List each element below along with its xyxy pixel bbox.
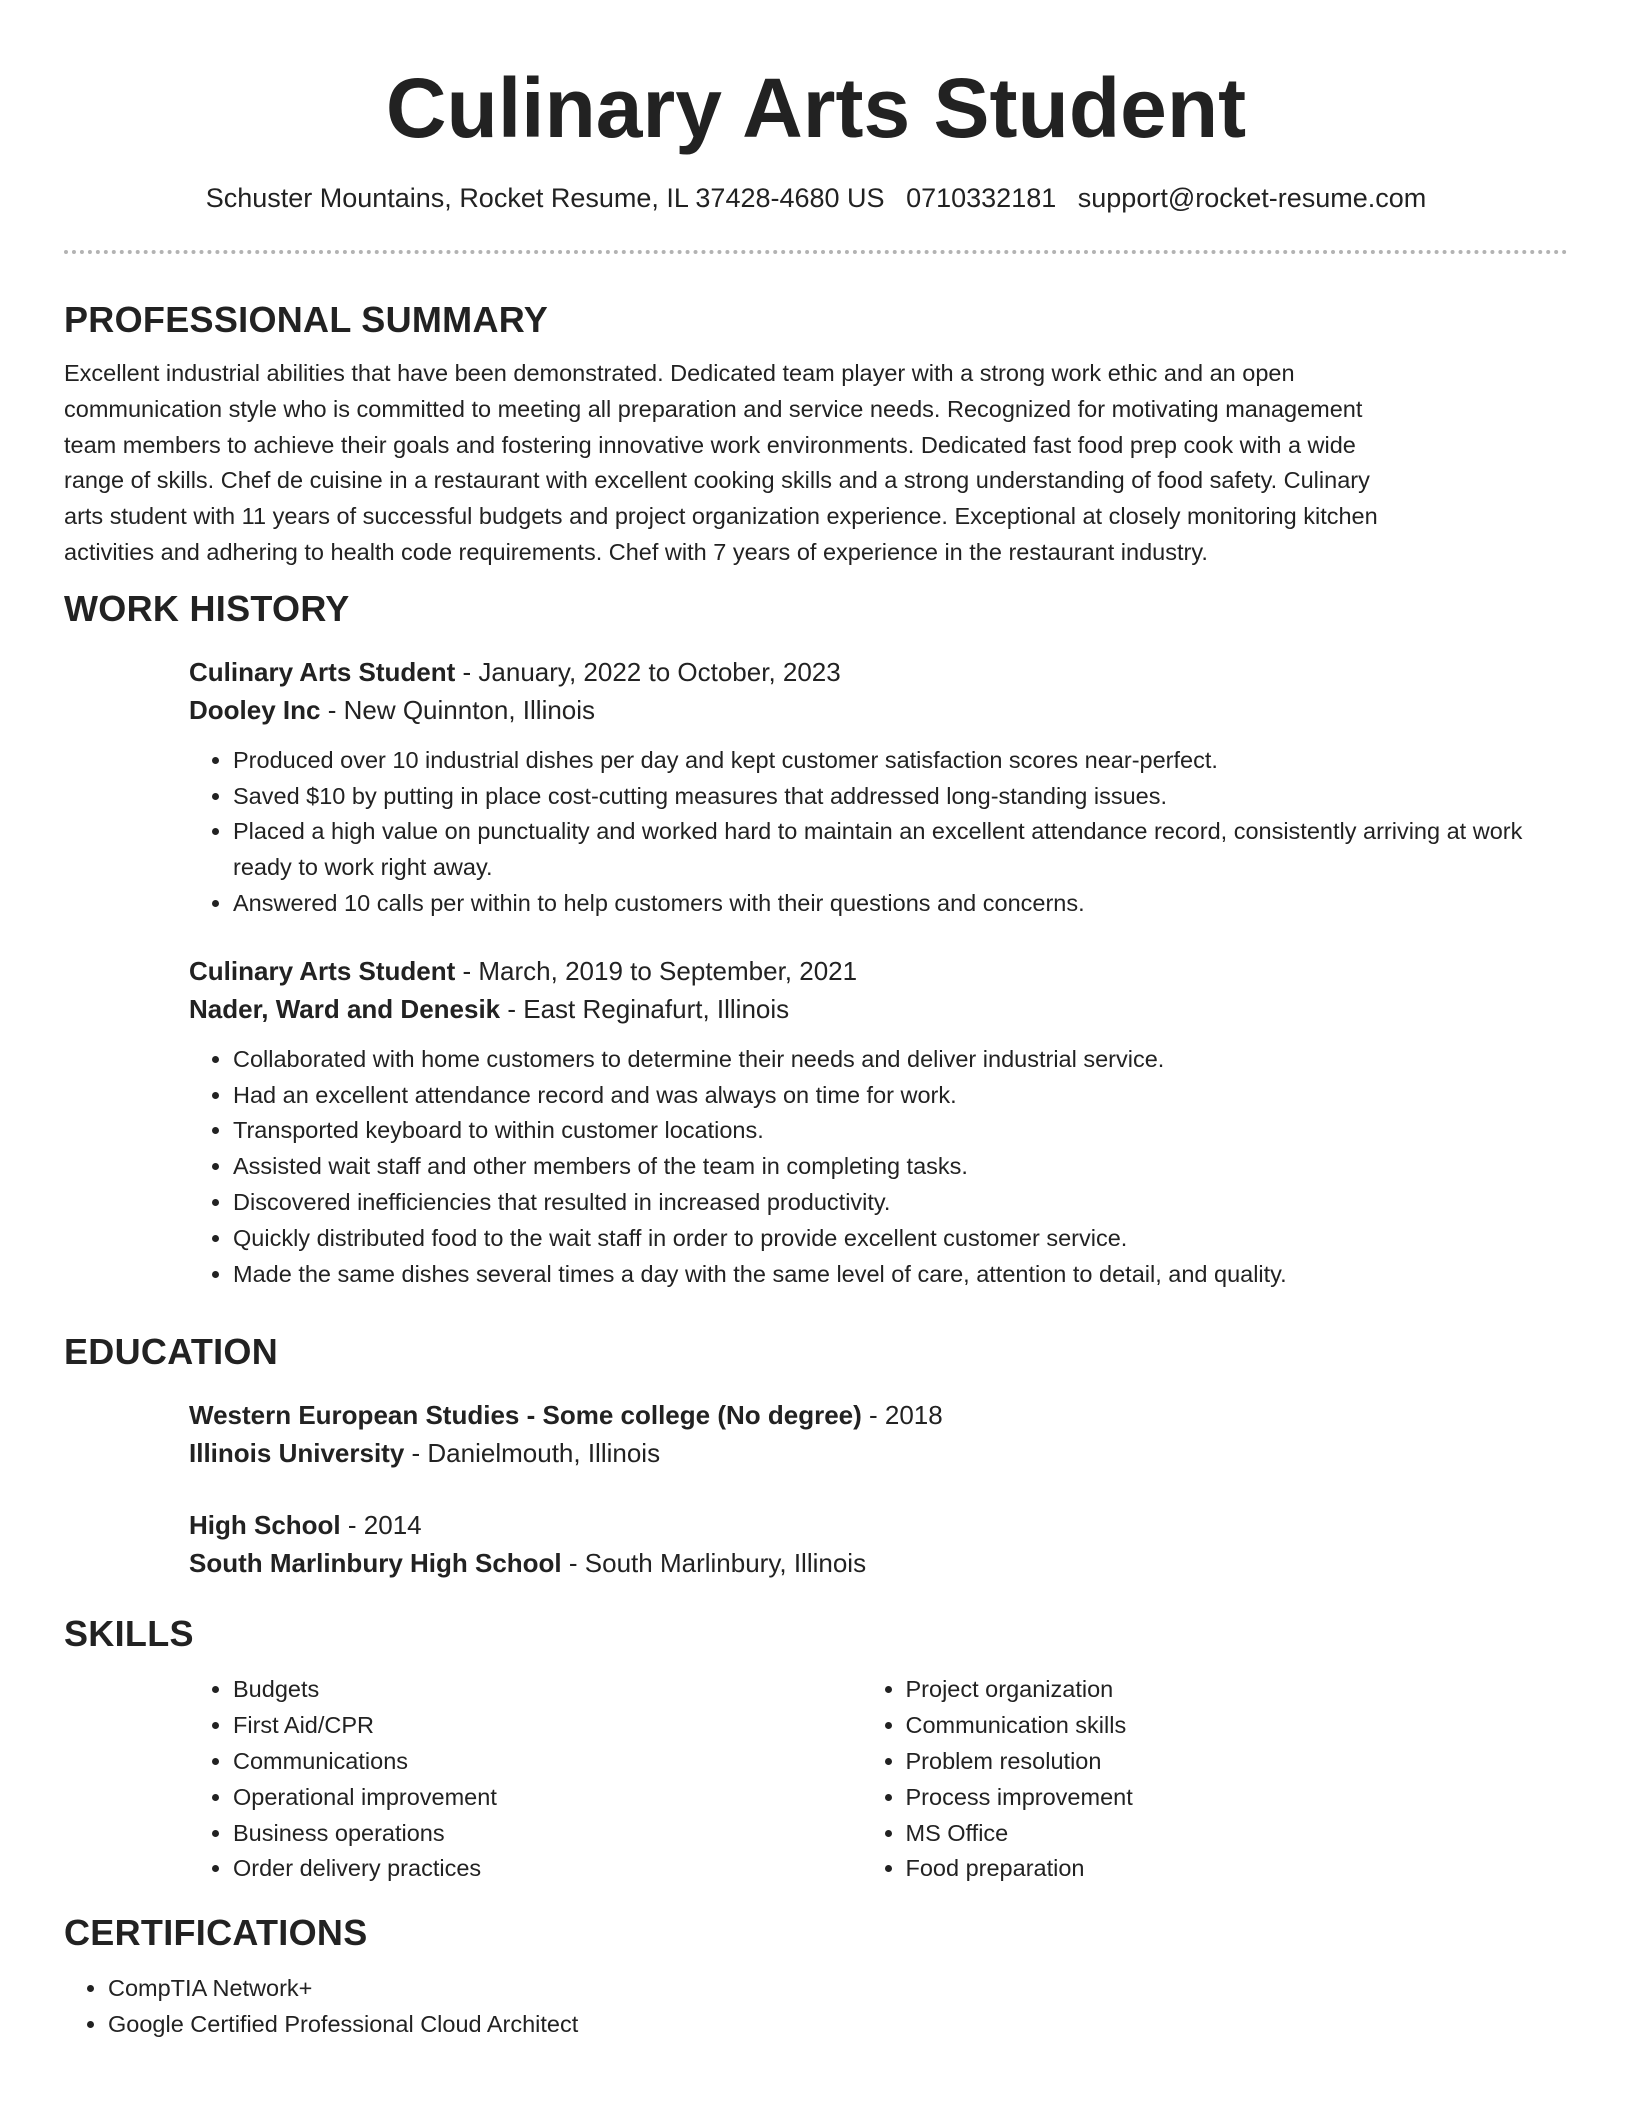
list-item: • Assisted wait staff and other members of the team in completing tasks.: [233, 1149, 1534, 1185]
skills-heading: SKILLS: [64, 1613, 194, 1655]
list-item: • Collaborated with home customers to determine their needs and deliver industrial service.: [233, 1042, 1534, 1078]
contact-email: support@rocket-resume.com: [1077, 183, 1427, 213]
education-heading: EDUCATION: [64, 1331, 279, 1373]
job-bullets: [189, 743, 1534, 922]
education-location: - Danielmouth, Illinois: [404, 1438, 661, 1469]
job-entry: [189, 952, 1534, 1293]
job-location: - New Quinnton, Illinois: [320, 694, 596, 725]
education-degree: Western European Studies - Some college (No degree): [189, 1400, 862, 1431]
job-company: Dooley Inc: [189, 694, 321, 725]
list-item: • Saved $10 by putting in place cost-cutting measures that addressed long-standing issues.: [233, 779, 1534, 815]
job-company-line: [189, 691, 1534, 729]
job-dates: - March, 2019 to September, 2021: [455, 955, 858, 986]
work-history-section: [64, 579, 1568, 1293]
education-entry: [189, 1506, 1534, 1582]
education-location: - South Marlinbury, Illinois: [561, 1548, 867, 1579]
education-school: South Marlinbury High School: [189, 1548, 562, 1579]
list-item: • Problem resolution: [906, 1744, 1535, 1780]
list-item: • Made the same dishes several times a day with the same level of care, attention to detail, and quality.: [233, 1257, 1534, 1293]
certifications-list: [64, 1971, 1453, 2043]
job-title: Culinary Arts Student: [189, 656, 456, 687]
skills-column-left: [189, 1672, 862, 1887]
contact-address: Schuster Mountains, Rocket Resume, IL 37428-4680 US: [205, 183, 885, 213]
list-item: • Business operations: [233, 1816, 862, 1852]
list-item: • Produced over 10 industrial dishes per day and kept customer satisfaction scores near-perfect.: [233, 743, 1534, 779]
list-item: • Budgets: [233, 1672, 862, 1708]
summary-heading: PROFESSIONAL SUMMARY: [64, 299, 549, 340]
education-school-line: [189, 1544, 1534, 1582]
job-company-line: [189, 990, 1534, 1028]
resume-body: [64, 290, 1568, 2047]
work-history-heading: WORK HISTORY: [64, 587, 350, 629]
education-entry: [189, 1396, 1534, 1472]
summary-text: Excellent industrial abilities that have been demonstrated. Dedicated team player with a strong work ethic and an open communication style who is committed to meeting all preparation and service needs. Recognized for motivating management team members to achieve their goals and fostering innovative work environments. Dedicated fast food prep cook with a wide range of skills. Chef de cuisine in a restaurant with excellent cooking skills and a strong understanding of food safety. Culinary arts student with 11 years of successful budgets and project organization experience. Exceptional at closely monitoring kitchen activities and adhering to health code requirements. Chef with 7 years of experience in the restaurant industry.: [64, 360, 1378, 565]
list-item: • Project organization: [906, 1672, 1535, 1708]
education-degree: High School: [189, 1510, 341, 1541]
education-school-line: [189, 1434, 1534, 1472]
list-item: • First Aid/CPR: [233, 1708, 862, 1744]
contact-line: [0, 178, 1632, 218]
education-degree-line: [189, 1396, 1534, 1434]
list-item: • CompTIA Network+: [108, 1971, 1453, 2007]
certifications-heading: CERTIFICATIONS: [64, 1912, 368, 1954]
list-item: • Process improvement: [906, 1780, 1535, 1816]
list-item: • Answered 10 calls per within to help customers with their questions and concerns.: [233, 886, 1534, 922]
job-title: Culinary Arts Student: [189, 955, 456, 986]
list-item: • Operational improvement: [233, 1780, 862, 1816]
job-bullets: [189, 1042, 1534, 1293]
job-dates: - January, 2022 to October, 2023: [455, 656, 841, 687]
header-divider: [64, 250, 1568, 254]
skills-column-right: [862, 1672, 1535, 1887]
job-location: - East Reginafurt, Illinois: [500, 993, 790, 1024]
skills-grid: [189, 1672, 1534, 1887]
list-item: • Transported keyboard to within customer locations.: [233, 1113, 1534, 1149]
education-year: - 2014: [340, 1510, 422, 1541]
job-title-line: [189, 653, 1534, 691]
list-item: • Order delivery practices: [233, 1851, 862, 1887]
skills-section: [64, 1604, 1568, 1887]
list-item: • Placed a high value on punctuality and worked hard to maintain an excellent attendance record, consistently arriving at work ready to work right away.: [233, 814, 1534, 886]
list-item: • MS Office: [906, 1816, 1535, 1852]
list-item: • Communication skills: [906, 1708, 1535, 1744]
education-school: Illinois University: [189, 1438, 405, 1469]
list-item: • Discovered inefficiencies that resulted in increased productivity.: [233, 1185, 1534, 1221]
education-year: - 2018: [861, 1400, 943, 1431]
list-item: • Quickly distributed food to the wait staff in order to provide excellent customer service.: [233, 1221, 1534, 1257]
list-item: • Communications: [233, 1744, 862, 1780]
job-entry: [189, 653, 1534, 922]
summary-section: [64, 290, 1568, 571]
job-company: Nader, Ward and Denesik: [189, 993, 501, 1024]
education-section: [64, 1322, 1568, 1582]
list-item: • Google Certified Professional Cloud Architect: [108, 2007, 1453, 2043]
list-item: • Food preparation: [906, 1851, 1535, 1887]
resume-name: Culinary Arts Student: [385, 61, 1247, 155]
contact-phone: 0710332181: [906, 183, 1057, 213]
certifications-section: [64, 1903, 1568, 2043]
list-item: • Had an excellent attendance record and was always on time for work.: [233, 1078, 1534, 1114]
education-degree-line: [189, 1506, 1534, 1544]
job-title-line: [189, 952, 1534, 990]
